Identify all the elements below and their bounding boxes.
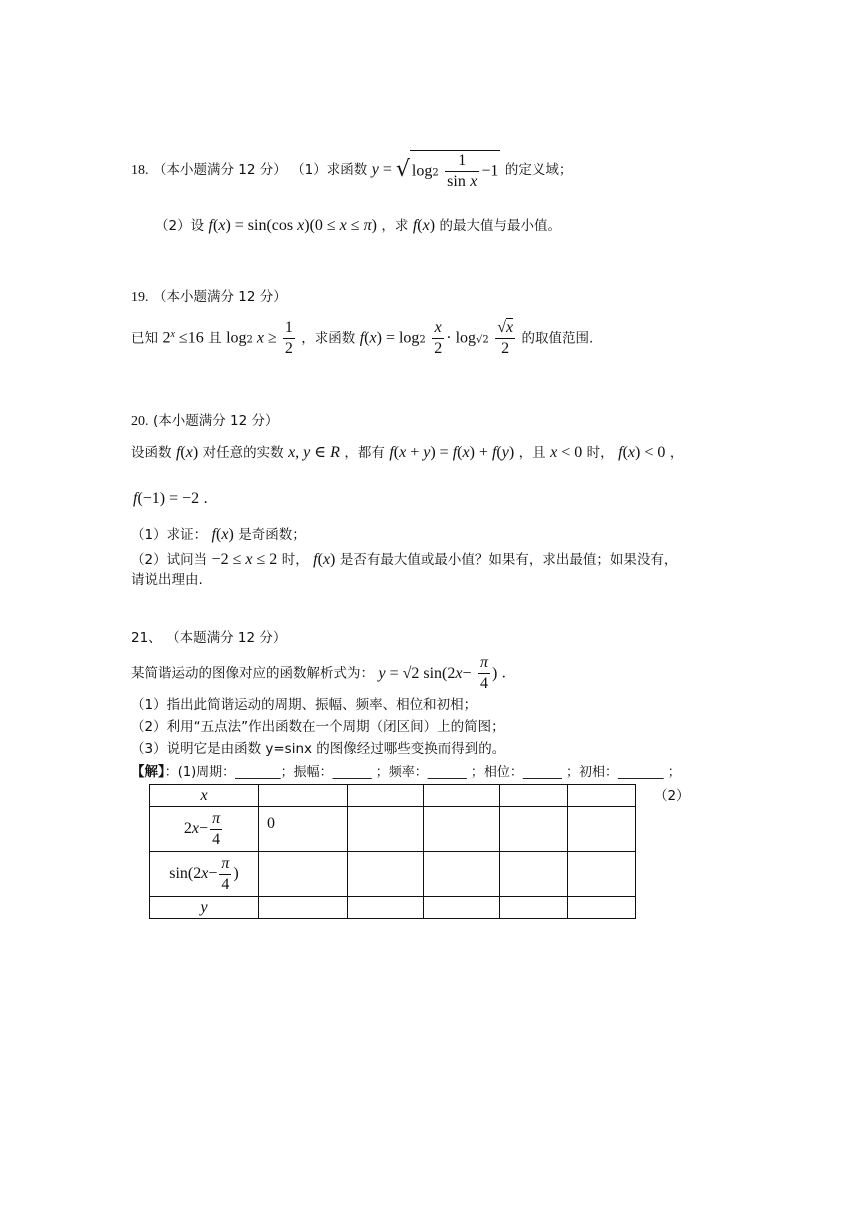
q18-part2-formula: f(x) = sin(cos x)(0 ≤ x ≤ π) xyxy=(208,217,377,234)
q20-part1-suffix: 是奇函数； xyxy=(238,527,306,543)
table-cell xyxy=(424,897,500,919)
table-cell xyxy=(348,807,424,852)
q20-line1-b: ，都有 xyxy=(344,445,385,461)
q19-header-line xyxy=(131,290,287,305)
q20-header: (本小题满分 12 分） xyxy=(152,413,279,429)
row-label-y-text: y xyxy=(200,898,208,916)
table-row xyxy=(150,807,636,852)
q18-formula: y = √ log2 $\frac{1}{\text{sin x}}$ −1 xyxy=(371,152,499,190)
q19-body: 已知 $2^x \le 16$ 且 log2 x ≥ $\frac{1}{2}$ ，求函数 f(x) = log2 $\frac{x}{2}$ · log√2 $\frac{√x}{2}$ 的取值范围. xyxy=(131,319,594,357)
q20-part1: （1）求证： f(x) 是奇函数； xyxy=(131,526,306,543)
table-cell xyxy=(259,807,348,852)
q20-line1-d: 时， xyxy=(586,445,614,461)
q21-intro xyxy=(131,655,506,692)
table-cell xyxy=(500,785,568,807)
q18-part2-suffix: 的最大值与最小值。 xyxy=(439,218,561,234)
q20-part2: （2）试问当 −2 ≤ x ≤ 2 时， f(x) 是否有最大值或最小值？如果有，求出最值；如果没有， xyxy=(131,551,678,568)
q20-part2-line2 xyxy=(131,573,203,588)
q19-header: （本小题满分 12 分） xyxy=(152,289,287,305)
q20-line2: f(−1) = −2 . xyxy=(133,490,208,507)
row-label-y xyxy=(150,897,259,919)
q21-formula: y = √2 sin(2x− $\frac{\pi}{4}$ ) xyxy=(378,654,498,692)
row-label-x-text: x xyxy=(200,786,208,804)
q21-solution xyxy=(131,765,681,780)
five-point-table xyxy=(149,784,636,919)
table-cell xyxy=(259,852,348,897)
q20-part2-mid: 时， xyxy=(281,552,309,568)
q18-header: （本小题满分 12 分） xyxy=(152,162,287,178)
q19-suffix: 的取值范围. xyxy=(521,330,594,347)
q20-line1-c: ，且 xyxy=(518,445,546,461)
table-cell xyxy=(348,785,424,807)
q20-part1-prefix: （1）求证： xyxy=(131,527,208,543)
q18-part1-prefix: （1）求函数 xyxy=(291,162,368,178)
table-cell xyxy=(568,852,636,897)
q21-part2 xyxy=(131,720,505,735)
q20-line1: 设函数 f(x) 对任意的实数 x, y ∈ R ，都有 f(x + y) = f(x) + f(y) ，且 x < 0 时， f(x) < 0 ， xyxy=(131,444,684,461)
q21-part3-text: （3）说明它是由函数 y=sinx 的图像经过哪些变换而得到的。 xyxy=(131,741,506,757)
q20-line2-end: . xyxy=(203,490,208,507)
row-label-2x-minus-pi-4: 2x− $\frac{\pi}{4}$ xyxy=(150,807,259,852)
q21-header-line xyxy=(131,631,286,646)
table-cell xyxy=(500,852,568,897)
table-row xyxy=(150,852,636,897)
table-row xyxy=(150,897,636,919)
q18-part2-fx: f(x) xyxy=(412,217,436,234)
q20-part2-suffix: 是否有最大值或最小值？如果有，求出最值；如果没有， xyxy=(339,552,678,568)
q20-header-line xyxy=(131,414,278,429)
q20-line1-e: ， xyxy=(669,445,684,461)
q18-line2 xyxy=(155,218,561,234)
table-cell xyxy=(568,807,636,852)
q18-part2-prefix: （2）设 xyxy=(155,218,205,234)
table-cell xyxy=(424,852,500,897)
q21-part1-text: （1）指出此简谐运动的周期、振幅、频率、相位和初相； xyxy=(131,697,478,713)
q19-mid: ，求函数 xyxy=(301,330,356,347)
table-cell xyxy=(424,807,500,852)
table-cell xyxy=(568,897,636,919)
q19-number: 19. xyxy=(131,290,149,305)
table-cell xyxy=(259,897,348,919)
row-label-sin: sin(2x− $\frac{\pi}{4}$ ) xyxy=(150,852,259,897)
table-cell xyxy=(348,852,424,897)
q21-intro-text: 某简谐运动的图像对应的函数解析式为： xyxy=(131,665,374,682)
q20-number: 20. xyxy=(131,414,149,429)
q18-number: 18. xyxy=(131,163,149,178)
q18-part1-suffix: 的定义域； xyxy=(504,162,573,178)
table-cell xyxy=(500,897,568,919)
q21-solution-text: ：(1)周期：_______；振幅：______ ；频率：______ ；相位：______ ；初相：_______ ； xyxy=(164,765,681,780)
q20-line1-a: 对任意的实数 xyxy=(202,445,284,461)
table-cell xyxy=(348,897,424,919)
table-cell xyxy=(568,785,636,807)
q21-part2-text: （2）利用“五点法”作出函数在一个周期（闭区间）上的简图； xyxy=(131,719,505,735)
q21-part2-marker xyxy=(654,789,690,804)
table-cell xyxy=(259,785,348,807)
q19-and: 且 xyxy=(208,330,222,347)
first-value: 0 xyxy=(267,815,275,832)
q21-intro-end: . xyxy=(501,664,506,682)
q19-prefix: 已知 xyxy=(131,330,158,347)
q20-line1-prefix: 设函数 xyxy=(131,445,172,461)
q18-line1 xyxy=(131,150,572,190)
table-cell xyxy=(500,807,568,852)
q21-header: （本题满分 12 分） xyxy=(166,630,287,646)
q20-part2-prefix: （2）试问当 xyxy=(131,552,208,568)
q20-part2-line2-text: 请说出理由. xyxy=(131,572,203,588)
q21-part2-marker-text: （2） xyxy=(654,788,690,804)
q18-part2-mid: ，求 xyxy=(381,218,409,234)
q21-number: 21、 xyxy=(131,630,162,646)
q21-part3 xyxy=(131,742,505,757)
table-cell xyxy=(424,785,500,807)
q21-solution-label: 【解】 xyxy=(131,764,165,780)
table-row xyxy=(150,785,636,807)
q21-part1 xyxy=(131,698,477,713)
row-label-x xyxy=(150,785,259,807)
